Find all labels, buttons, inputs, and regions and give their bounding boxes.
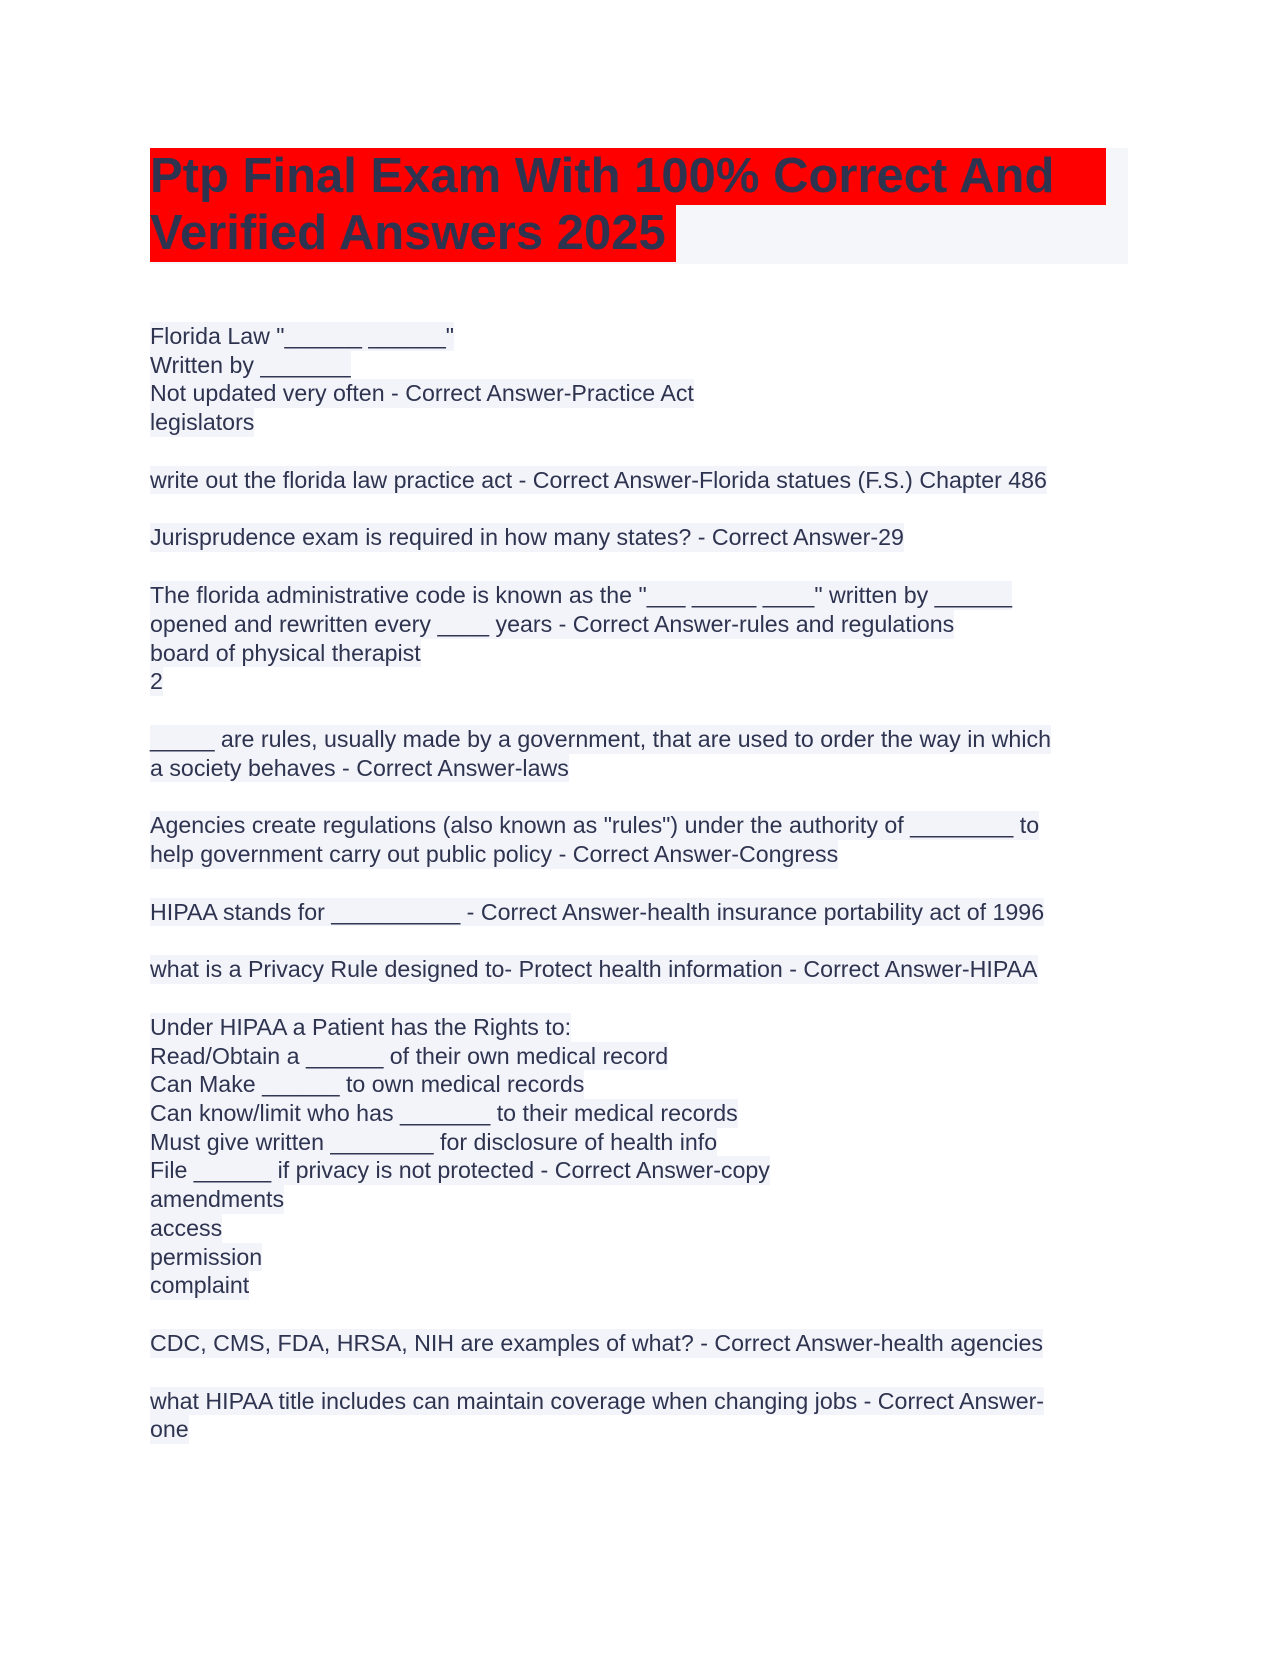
qa-text-line: Florida Law "______ ______" (150, 323, 454, 349)
qa-text-line: write out the florida law practice act - Correct Answer-Florida statues (F.S.) Chapter 486 (150, 466, 1047, 493)
title-line-2: Verified Answers 2025 (150, 205, 676, 262)
qa-text-line: Can know/limit who has _______ to their medical records (150, 1100, 738, 1127)
qa-text-line: a society behaves - Correct Answer-laws (150, 754, 569, 781)
qa-text-line: _____ are rules, usually made by a government, that are used to order the way in which (150, 725, 1051, 752)
qa-text-line: HIPAA stands for __________ - Correct Answer-health insurance portability act of 1996 (150, 898, 1045, 925)
qa-entry (150, 1013, 1128, 1300)
title-line-1: Ptp Final Exam With 100% Correct And (150, 148, 1106, 205)
document-page (150, 148, 1128, 1443)
qa-text-line: permission (150, 1243, 263, 1270)
qa-entry (150, 1387, 1128, 1444)
qa-entry (150, 581, 1128, 696)
qa-text-line: Jurisprudence exam is required in how many states? - Correct Answer-29 (150, 524, 904, 551)
qa-text-line: Agencies create regulations (also known as "rules") under the authority of ________ to (150, 812, 1040, 839)
qa-text-line: complaint (150, 1272, 250, 1299)
qa-entry (150, 466, 1128, 495)
qa-entry (150, 1329, 1128, 1358)
qa-text-line: Not updated very often - Correct Answer-Practice Act (150, 380, 694, 407)
qa-entry (150, 523, 1128, 552)
qa-text-line: board of physical therapist (150, 639, 421, 666)
qa-text-line: Read/Obtain a ______ of their own medical record (150, 1042, 669, 1069)
qa-text-line: CDC, CMS, FDA, HRSA, NIH are examples of what? - Correct Answer-health agencies (150, 1329, 1044, 1356)
qa-text-line: one (150, 1416, 189, 1443)
qa-entry (150, 322, 1128, 437)
qa-text-line: 2 (150, 668, 163, 695)
qa-text-line: what HIPAA title includes can maintain coverage when changing jobs - Correct Answer- (150, 1387, 1045, 1414)
qa-text-line: help government carry out public policy - Correct Answer-Congress (150, 840, 839, 867)
qa-text-line: opened and rewritten every ____ years - Correct Answer-rules and regulations (150, 610, 955, 637)
qa-entry (150, 811, 1128, 868)
qa-entry (150, 955, 1128, 984)
qa-text-line: The florida administrative code is known as the "___ _____ ____" written by ______ (150, 582, 1013, 609)
qa-text-line: legislators (150, 409, 255, 436)
qa-text-line: access (150, 1214, 223, 1241)
qa-text-line: Can Make ______ to own medical records (150, 1071, 585, 1098)
qa-text-line: Written by _______ (150, 351, 351, 378)
document-title (150, 148, 1128, 264)
qa-entry (150, 725, 1128, 782)
question-answer-list (150, 322, 1128, 1473)
qa-text-line: amendments (150, 1186, 285, 1213)
qa-entry (150, 898, 1128, 927)
qa-text-line: Must give written ________ for disclosure of health info (150, 1128, 718, 1155)
qa-text-line: what is a Privacy Rule designed to- Protect health information - Correct Answer-HIPAA (150, 956, 1038, 983)
qa-text-line: File ______ if privacy is not protected - Correct Answer-copy (150, 1157, 770, 1184)
qa-text-line: Under HIPAA a Patient has the Rights to: (150, 1014, 572, 1040)
